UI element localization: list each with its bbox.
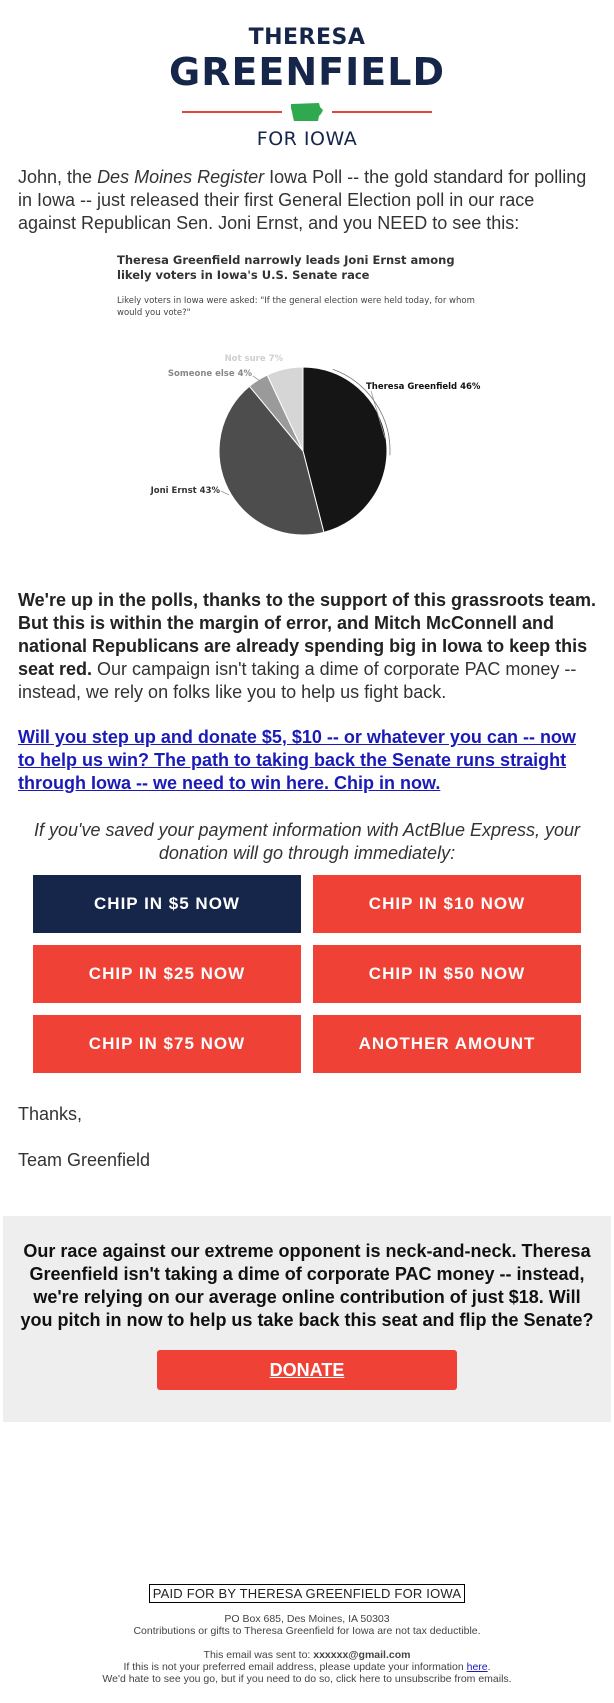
another-amount-button[interactable]: ANOTHER AMOUNT bbox=[313, 1015, 581, 1073]
logo-first-name: THERESA bbox=[248, 25, 366, 50]
chip-in-5-button[interactable]: CHIP IN $5 NOW bbox=[33, 875, 301, 933]
logo-for-iowa: FOR IOWA bbox=[256, 128, 358, 150]
body-bold-text: We're up in the polls, thanks to the support of this grassroots team. But this is within the margin of error, and Mitch McConnell and national Republicans are already spending big in Iowa to keep this seat red. bbox=[18, 590, 597, 679]
donate-link-paragraph bbox=[0, 726, 614, 795]
actblue-express-note: If you've saved your payment information with ActBlue Express, your donation will go through immediately: bbox=[33, 820, 581, 863]
chip-in-buttons bbox=[33, 875, 581, 1073]
pitch-text: Our race against our extreme opponent is neck-and-neck. Theresa Greenfield isn't taking a dime of corporate PAC money -- instead, we're relying on our average online contribution of just $18. Will you pitch in now to help us take back this seat and flip the Senate? bbox=[20, 1241, 594, 1330]
unsubscribe-text[interactable]: We'd hate to see you go, but if you need to do so, click here to unsubscribe from emails. bbox=[102, 1673, 512, 1685]
body-rest-text: Our campaign isn't taking a dime of corporate PAC money -- instead, we rely on folks like you to help us fight back. bbox=[18, 659, 577, 702]
iowa-state-icon bbox=[290, 102, 324, 122]
newspaper-name: Des Moines Register bbox=[97, 167, 265, 187]
pie-chart bbox=[117, 253, 497, 563]
chip-in-50-button[interactable]: CHIP IN $50 NOW bbox=[313, 945, 581, 1003]
intro-paragraph: John, the Des Moines Register Iowa Poll -- the gold standard for polling in Iowa -- just released their first General Election poll in our race against Republican Sen. Joni Ernst, and you NEED to see this: bbox=[18, 167, 587, 233]
footer-tax-note: Contributions or gifts to Theresa Greenfield for Iowa are not tax deductible. bbox=[133, 1625, 481, 1637]
chart-title: Theresa Greenfield narrowly leads Joni Ernst among likely voters in Iowa's U.S. Senate race bbox=[117, 253, 455, 282]
donate-link[interactable]: Will you step up and donate $5, $10 -- or whatever you can -- now to help us win? The path to taking back the Senate runs straight through Iowa -- we need to win here. Chip in now. bbox=[18, 727, 576, 793]
logo-last-name: GREENFIELD bbox=[169, 50, 445, 94]
signoff-team: Team Greenfield bbox=[18, 1150, 151, 1170]
poll-chart bbox=[117, 253, 497, 563]
donate-button[interactable]: DONATE bbox=[157, 1350, 457, 1390]
signoff bbox=[0, 1103, 614, 1172]
pie-leader-line bbox=[221, 491, 229, 495]
logo-divider bbox=[182, 102, 432, 122]
campaign-logo bbox=[0, 0, 614, 152]
chart-subtitle: Likely voters in Iowa were asked: "If the general election were held today, for whom would you vote?" bbox=[117, 296, 475, 318]
footer bbox=[0, 1584, 614, 1685]
pie-slice-label: Joni Ernst 43% bbox=[150, 486, 220, 496]
footer-sent-to: This email was sent to: xxxxxx@gmail.com bbox=[203, 1649, 411, 1661]
pie-slice-label: Not sure 7% bbox=[224, 354, 283, 364]
footer-update-info: If this is not your preferred email address, please update your information here. bbox=[123, 1661, 491, 1673]
chip-in-10-button[interactable]: CHIP IN $10 NOW bbox=[313, 875, 581, 933]
footer-address: PO Box 685, Des Moines, IA 50303 bbox=[224, 1613, 390, 1625]
signoff-thanks: Thanks, bbox=[18, 1104, 83, 1124]
pie-slice-label: Someone else 4% bbox=[167, 369, 252, 379]
body-paragraph bbox=[0, 589, 614, 704]
chip-in-25-button[interactable]: CHIP IN $25 NOW bbox=[33, 945, 301, 1003]
chip-in-75-button[interactable]: CHIP IN $75 NOW bbox=[33, 1015, 301, 1073]
recipient-email: xxxxxx@gmail.com bbox=[313, 1649, 411, 1661]
update-info-link[interactable]: here bbox=[466, 1661, 488, 1673]
pie-slice-label: Theresa Greenfield 46% bbox=[366, 382, 481, 392]
pitch-box bbox=[3, 1216, 611, 1422]
paid-for-disclaimer: PAID FOR BY THERESA GREENFIELD FOR IOWA bbox=[149, 1584, 466, 1603]
